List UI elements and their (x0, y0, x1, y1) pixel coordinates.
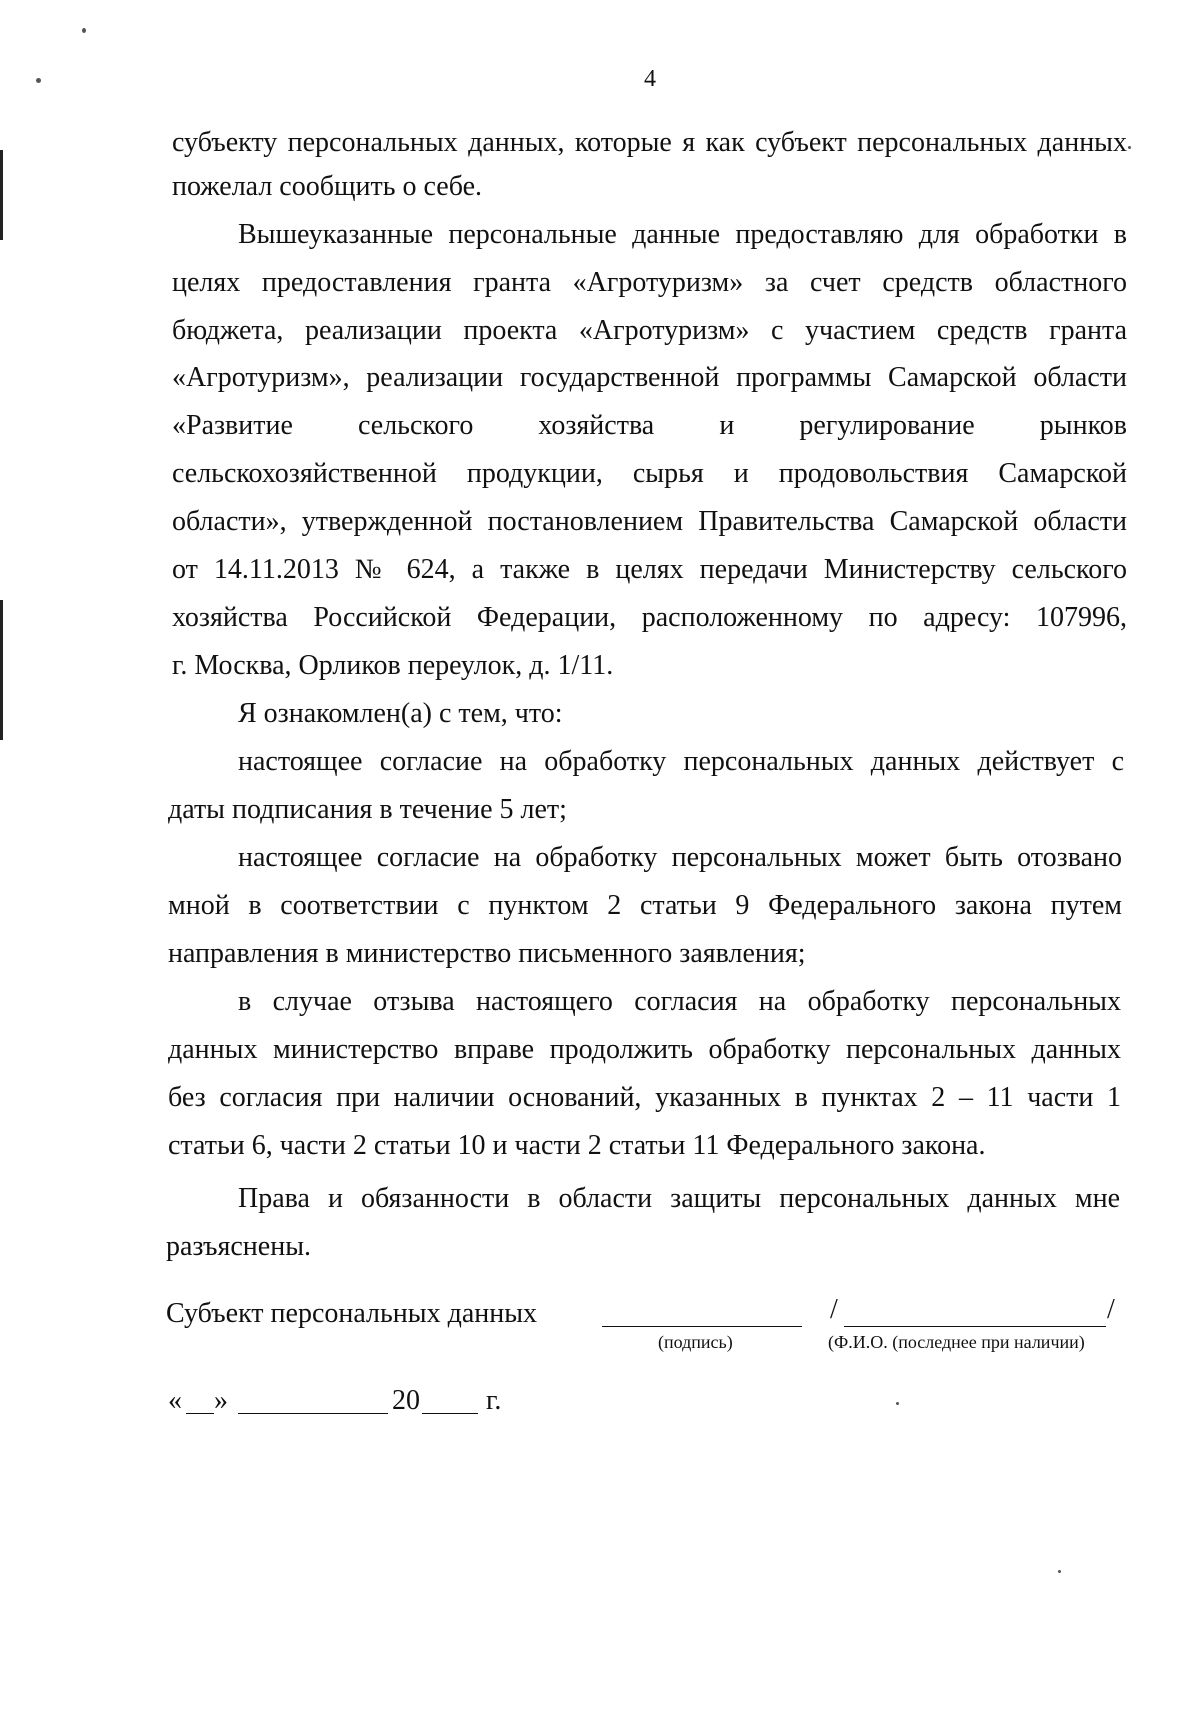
body-line: Вышеуказанные персональные данные предоставляю для обработки в (238, 219, 1127, 250)
body-line: субъекту персональных данных, которые я как субъект персональных данных (172, 127, 1127, 158)
scan-edge-mark (0, 600, 3, 740)
date-year-line (422, 1413, 478, 1414)
body-line: мной в соответствии с пунктом 2 статьи 9 Федерального закона путем (168, 890, 1122, 921)
body-line: «Агротуризм», реализации государственной программы Самарской области (172, 362, 1127, 393)
date-year-prefix: 20 (392, 1385, 420, 1416)
body-line: целях предоставления гранта «Агротуризм» за счет средств областного (172, 267, 1127, 298)
body-line: «Развитие сельского хозяйства и регулирование рынков (172, 410, 1127, 441)
scan-speck (82, 28, 86, 33)
name-caption: (Ф.И.О. (последнее при наличии) (828, 1332, 1085, 1352)
page-number: 4 (644, 66, 656, 92)
signature-line (602, 1326, 802, 1327)
body-line: статьи 6, части 2 статьи 10 и части 2 статьи 11 Федерального закона. (168, 1130, 986, 1161)
scan-speck (896, 1402, 899, 1405)
name-slash-right: / (1107, 1294, 1115, 1325)
body-line: сельскохозяйственной продукции, сырья и продовольствия Самарской (172, 458, 1127, 489)
body-line: Права и обязанности в области защиты персональных данных мне (238, 1183, 1120, 1214)
body-line: от 14.11.2013 № 624, а также в целях передачи Министерству сельского (172, 554, 1127, 585)
date-year-suffix: г. (486, 1385, 502, 1416)
date-day-line (186, 1413, 214, 1414)
body-line: настоящее согласие на обработку персональных данных действует с (238, 746, 1124, 777)
subject-label: Субъект персональных данных (166, 1298, 538, 1329)
scan-edge-mark (0, 150, 3, 240)
scan-speck (1058, 1570, 1061, 1573)
date-open-quote: « (168, 1385, 182, 1416)
scan-speck (1128, 146, 1131, 149)
date-month-line (238, 1413, 388, 1414)
body-line: разъяснены. (166, 1231, 312, 1262)
body-line: г. Москва, Орликов переулок, д. 1/11. (172, 650, 614, 681)
body-line: без согласия при наличии оснований, указанных в пунктах 2 – 11 части 1 (168, 1082, 1121, 1113)
signature-caption: (подпись) (658, 1332, 733, 1352)
body-line: пожелал сообщить о себе. (172, 171, 483, 202)
body-line: настоящее согласие на обработку персональных может быть отозвано (238, 842, 1122, 873)
name-line (844, 1326, 1106, 1327)
body-line: области», утвержденной постановлением Правительства Самарской области (172, 506, 1127, 537)
body-line: бюджета, реализации проекта «Агротуризм» с участием средств гранта (172, 315, 1127, 346)
body-line: данных министерство вправе продолжить обработку персональных данных (168, 1034, 1121, 1065)
body-line: направления в министерство письменного заявления; (168, 938, 806, 969)
body-line: в случае отзыва настоящего согласия на обработку персональных (238, 986, 1121, 1017)
body-line: даты подписания в течение 5 лет; (168, 794, 567, 825)
body-line: Я ознакомлен(а) с тем, что: (238, 698, 563, 729)
name-slash-left: / (830, 1294, 838, 1325)
date-close-quote: » (214, 1385, 228, 1416)
body-line: хозяйства Российской Федерации, расположенному по адресу: 107996, (172, 602, 1127, 633)
